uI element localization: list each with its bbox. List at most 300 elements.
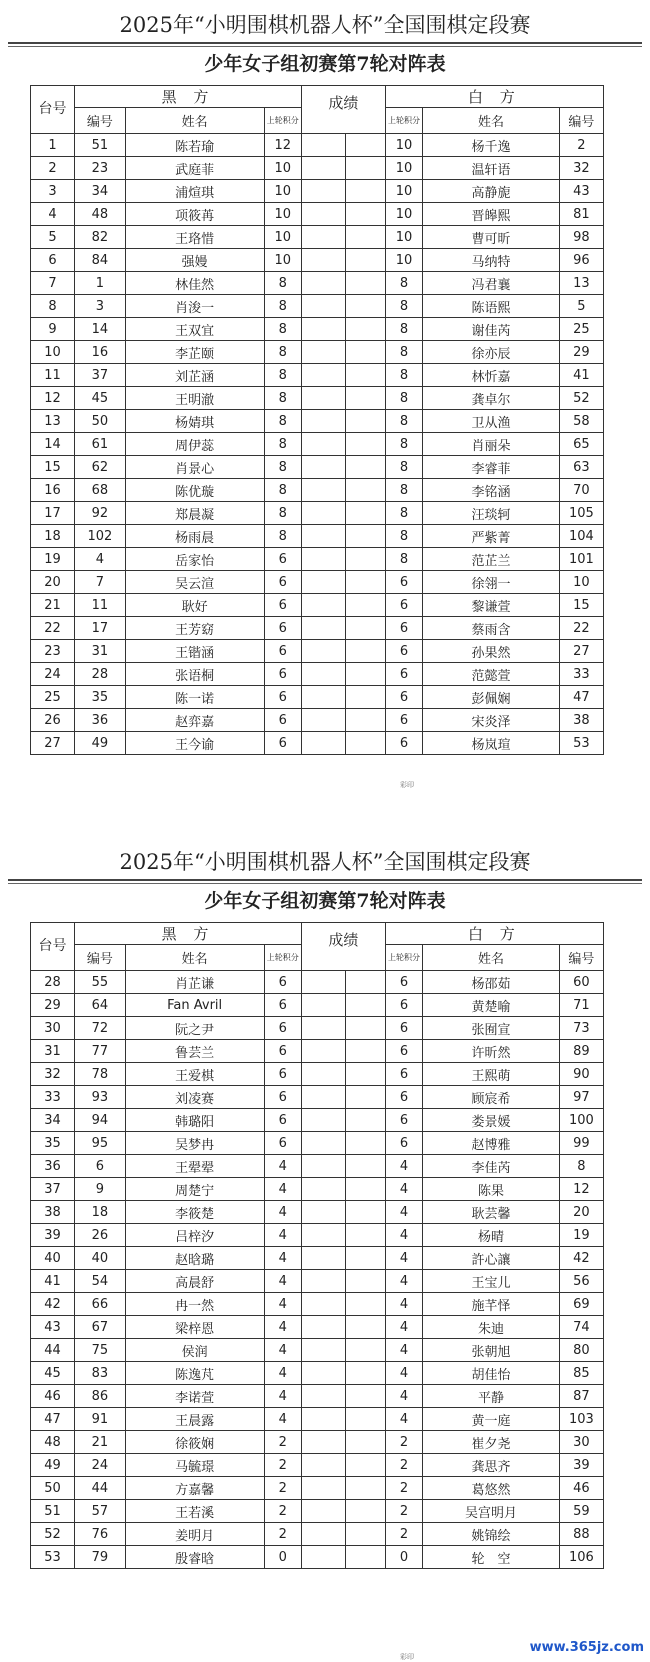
black-points: 2 — [264, 1431, 301, 1454]
white-result — [346, 1063, 386, 1086]
black-points: 4 — [264, 1385, 301, 1408]
white-name: 杨邵茹 — [423, 971, 560, 994]
black-points: 8 — [264, 479, 301, 502]
header-result: 成绩 — [302, 86, 386, 134]
board-number: 19 — [31, 548, 75, 571]
black-result — [302, 1178, 346, 1201]
black-id: 93 — [75, 1086, 126, 1109]
black-id: 57 — [75, 1500, 126, 1523]
sheet-title: 2025年“小明围棋机器人杯”全国围棋定段赛 — [119, 850, 531, 874]
black-name: 殷睿晗 — [125, 1546, 264, 1569]
white-points: 8 — [385, 456, 422, 479]
white-result — [346, 1086, 386, 1109]
black-id: 6 — [75, 1155, 126, 1178]
black-points: 10 — [264, 226, 301, 249]
header-row — [31, 86, 604, 108]
white-name: 汪琰轲 — [423, 502, 560, 525]
header-table-no: 台号 — [31, 86, 75, 134]
black-name: 王珞惜 — [125, 226, 264, 249]
white-id: 20 — [559, 1201, 603, 1224]
white-name: 龚卓尔 — [423, 387, 560, 410]
black-points: 4 — [264, 1224, 301, 1247]
black-result — [302, 1086, 346, 1109]
board-number: 40 — [31, 1247, 75, 1270]
white-id: 43 — [559, 180, 603, 203]
table-row — [31, 971, 604, 994]
header-white-name: 姓名 — [423, 108, 560, 134]
white-points: 10 — [385, 249, 422, 272]
white-id: 63 — [559, 456, 603, 479]
white-name: 崔夕尧 — [423, 1431, 560, 1454]
black-result — [302, 1362, 346, 1385]
table-row — [31, 1063, 604, 1086]
white-id: 103 — [559, 1408, 603, 1431]
black-points: 6 — [264, 709, 301, 732]
white-result — [346, 479, 386, 502]
black-result — [302, 1040, 346, 1063]
white-points: 2 — [385, 1477, 422, 1500]
white-id: 98 — [559, 226, 603, 249]
white-result — [346, 1431, 386, 1454]
table-row — [31, 1385, 604, 1408]
board-number: 17 — [31, 502, 75, 525]
board-number: 43 — [31, 1316, 75, 1339]
black-points: 4 — [264, 1178, 301, 1201]
table-row — [31, 272, 604, 295]
header-white-prev-points: 上轮积分 — [385, 108, 422, 134]
black-id: 45 — [75, 387, 126, 410]
white-id: 80 — [559, 1339, 603, 1362]
table-row — [31, 548, 604, 571]
black-id: 67 — [75, 1316, 126, 1339]
table-row — [31, 433, 604, 456]
black-points: 8 — [264, 318, 301, 341]
white-name: 许昕然 — [423, 1040, 560, 1063]
white-id: 74 — [559, 1316, 603, 1339]
table-row — [31, 525, 604, 548]
white-points: 6 — [385, 640, 422, 663]
white-name: 晋皞熙 — [423, 203, 560, 226]
white-name: 李佳芮 — [423, 1155, 560, 1178]
black-id: 9 — [75, 1178, 126, 1201]
black-result — [302, 249, 346, 272]
black-points: 6 — [264, 663, 301, 686]
black-result — [302, 617, 346, 640]
black-points: 4 — [264, 1270, 301, 1293]
white-points: 10 — [385, 134, 422, 157]
board-number: 3 — [31, 180, 75, 203]
white-id: 100 — [559, 1109, 603, 1132]
white-points: 4 — [385, 1270, 422, 1293]
white-result — [346, 571, 386, 594]
white-result — [346, 1109, 386, 1132]
white-name: 李睿菲 — [423, 456, 560, 479]
white-id: 59 — [559, 1500, 603, 1523]
white-points: 6 — [385, 686, 422, 709]
table-row — [31, 994, 604, 1017]
black-result — [302, 640, 346, 663]
black-name: 梁梓恩 — [125, 1316, 264, 1339]
header-white-id: 编号 — [559, 108, 603, 134]
black-name: 王若溪 — [125, 1500, 264, 1523]
white-id: 38 — [559, 709, 603, 732]
title-rule-thin — [8, 46, 642, 47]
white-result — [346, 364, 386, 387]
header-white: 白 方 — [385, 923, 603, 945]
stamp-fragment: 彩印 — [400, 781, 414, 789]
white-result — [346, 1316, 386, 1339]
white-id: 8 — [559, 1155, 603, 1178]
black-name: 张语桐 — [125, 663, 264, 686]
black-points: 6 — [264, 994, 301, 1017]
black-points: 12 — [264, 134, 301, 157]
black-name: 王双宜 — [125, 318, 264, 341]
white-id: 87 — [559, 1385, 603, 1408]
board-number: 33 — [31, 1086, 75, 1109]
black-name: 吴云渲 — [125, 571, 264, 594]
header-white-name: 姓名 — [423, 945, 560, 971]
white-result — [346, 548, 386, 571]
black-id: 54 — [75, 1270, 126, 1293]
white-result — [346, 594, 386, 617]
white-id: 27 — [559, 640, 603, 663]
white-result — [346, 157, 386, 180]
white-result — [346, 433, 386, 456]
black-result — [302, 1109, 346, 1132]
white-result — [346, 456, 386, 479]
header-black-name: 姓名 — [125, 108, 264, 134]
black-name: 韩璐阳 — [125, 1109, 264, 1132]
white-name: 吴宫明月 — [423, 1500, 560, 1523]
black-points: 4 — [264, 1316, 301, 1339]
header-black-id: 编号 — [75, 945, 126, 971]
black-name: 王晨露 — [125, 1408, 264, 1431]
black-result — [302, 1247, 346, 1270]
white-points: 4 — [385, 1408, 422, 1431]
black-points: 4 — [264, 1408, 301, 1431]
black-result — [302, 1155, 346, 1178]
white-name: 谢佳芮 — [423, 318, 560, 341]
board-number: 52 — [31, 1523, 75, 1546]
black-points: 6 — [264, 1132, 301, 1155]
black-result — [302, 1270, 346, 1293]
white-points: 8 — [385, 479, 422, 502]
white-points: 8 — [385, 341, 422, 364]
black-result — [302, 1201, 346, 1224]
white-points: 0 — [385, 1546, 422, 1569]
black-result — [302, 295, 346, 318]
white-points: 4 — [385, 1155, 422, 1178]
board-number: 11 — [31, 364, 75, 387]
white-points: 8 — [385, 295, 422, 318]
white-result — [346, 318, 386, 341]
black-points: 10 — [264, 249, 301, 272]
black-id: 64 — [75, 994, 126, 1017]
white-id: 65 — [559, 433, 603, 456]
white-result — [346, 686, 386, 709]
white-name: 孙果然 — [423, 640, 560, 663]
board-number: 41 — [31, 1270, 75, 1293]
white-name: 轮 空 — [423, 1546, 560, 1569]
white-id: 99 — [559, 1132, 603, 1155]
white-result — [346, 1178, 386, 1201]
white-result — [346, 1385, 386, 1408]
table-row — [31, 157, 604, 180]
white-name: 曹可昕 — [423, 226, 560, 249]
pairings-table — [30, 922, 604, 1569]
white-name: 耿芸馨 — [423, 1201, 560, 1224]
white-points: 4 — [385, 1362, 422, 1385]
board-number: 27 — [31, 732, 75, 755]
black-points: 8 — [264, 364, 301, 387]
sheet-subtitle: 少年女子组初赛第7轮对阵表 — [204, 53, 446, 75]
table-row — [31, 341, 604, 364]
board-number: 31 — [31, 1040, 75, 1063]
table-row — [31, 410, 604, 433]
board-number: 50 — [31, 1477, 75, 1500]
black-id: 79 — [75, 1546, 126, 1569]
white-id: 32 — [559, 157, 603, 180]
black-name: 吴梦冉 — [125, 1132, 264, 1155]
white-points: 6 — [385, 709, 422, 732]
white-points: 6 — [385, 1040, 422, 1063]
black-name: 王今谕 — [125, 732, 264, 755]
white-id: 33 — [559, 663, 603, 686]
table-row — [31, 318, 604, 341]
white-points: 8 — [385, 410, 422, 433]
black-points: 6 — [264, 571, 301, 594]
white-name: 王宝儿 — [423, 1270, 560, 1293]
black-points: 0 — [264, 1546, 301, 1569]
black-id: 51 — [75, 134, 126, 157]
white-points: 10 — [385, 203, 422, 226]
black-name: 高晨舒 — [125, 1270, 264, 1293]
table-row — [31, 617, 604, 640]
pairings-table — [30, 85, 604, 755]
white-points: 6 — [385, 617, 422, 640]
black-points: 2 — [264, 1523, 301, 1546]
black-result — [302, 479, 346, 502]
black-name: 周楚宁 — [125, 1178, 264, 1201]
board-number: 20 — [31, 571, 75, 594]
white-result — [346, 1132, 386, 1155]
black-id: 83 — [75, 1362, 126, 1385]
white-result — [346, 341, 386, 364]
white-points: 10 — [385, 180, 422, 203]
white-id: 58 — [559, 410, 603, 433]
white-result — [346, 1224, 386, 1247]
black-result — [302, 971, 346, 994]
board-number: 28 — [31, 971, 75, 994]
black-name: 侯润 — [125, 1339, 264, 1362]
white-result — [346, 295, 386, 318]
black-name: 刘芷涵 — [125, 364, 264, 387]
black-id: 50 — [75, 410, 126, 433]
black-result — [302, 548, 346, 571]
table-row — [31, 1546, 604, 1569]
black-result — [302, 1017, 346, 1040]
table-row — [31, 387, 604, 410]
stamp-fragment: 彩印 — [400, 1653, 414, 1661]
black-name: 吕梓汐 — [125, 1224, 264, 1247]
board-number: 29 — [31, 994, 75, 1017]
table-row — [31, 1178, 604, 1201]
black-id: 35 — [75, 686, 126, 709]
white-points: 6 — [385, 1109, 422, 1132]
white-name: 赵博雅 — [423, 1132, 560, 1155]
board-number: 51 — [31, 1500, 75, 1523]
black-id: 68 — [75, 479, 126, 502]
white-id: 41 — [559, 364, 603, 387]
black-name: 阮之尹 — [125, 1017, 264, 1040]
black-points: 10 — [264, 203, 301, 226]
black-points: 2 — [264, 1454, 301, 1477]
table-row — [31, 295, 604, 318]
black-id: 1 — [75, 272, 126, 295]
white-name: 温轩语 — [423, 157, 560, 180]
black-points: 6 — [264, 686, 301, 709]
white-name: 黄一庭 — [423, 1408, 560, 1431]
black-result — [302, 686, 346, 709]
black-name: 肖芷谦 — [125, 971, 264, 994]
white-result — [346, 1546, 386, 1569]
black-points: 6 — [264, 971, 301, 994]
white-result — [346, 502, 386, 525]
white-name: 陈果 — [423, 1178, 560, 1201]
black-points: 8 — [264, 387, 301, 410]
black-id: 7 — [75, 571, 126, 594]
black-points: 4 — [264, 1362, 301, 1385]
white-points: 2 — [385, 1454, 422, 1477]
white-id: 25 — [559, 318, 603, 341]
board-number: 35 — [31, 1132, 75, 1155]
white-name: 顾宸希 — [423, 1086, 560, 1109]
black-name: 李芷颐 — [125, 341, 264, 364]
white-id: 22 — [559, 617, 603, 640]
white-result — [346, 1362, 386, 1385]
black-result — [302, 1500, 346, 1523]
black-name: 肖浚一 — [125, 295, 264, 318]
white-points: 6 — [385, 1086, 422, 1109]
header-white-prev-points: 上轮积分 — [385, 945, 422, 971]
white-result — [346, 1293, 386, 1316]
white-name: 范芷兰 — [423, 548, 560, 571]
white-result — [346, 1454, 386, 1477]
black-id: 62 — [75, 456, 126, 479]
table-row — [31, 502, 604, 525]
white-name: 葛悠然 — [423, 1477, 560, 1500]
black-id: 4 — [75, 548, 126, 571]
title-rule — [8, 42, 642, 44]
black-points: 4 — [264, 1293, 301, 1316]
white-name: 彭佩娴 — [423, 686, 560, 709]
black-result — [302, 1339, 346, 1362]
white-result — [346, 732, 386, 755]
white-result — [346, 1017, 386, 1040]
header-row — [31, 923, 604, 945]
black-id: 61 — [75, 433, 126, 456]
black-points: 8 — [264, 502, 301, 525]
black-points: 6 — [264, 1040, 301, 1063]
board-number: 38 — [31, 1201, 75, 1224]
table-row — [31, 1132, 604, 1155]
black-name: 鲁芸兰 — [125, 1040, 264, 1063]
black-id: 37 — [75, 364, 126, 387]
white-id: 53 — [559, 732, 603, 755]
black-points: 4 — [264, 1201, 301, 1224]
header-black-name: 姓名 — [125, 945, 264, 971]
black-result — [302, 1523, 346, 1546]
header-black: 黑 方 — [75, 86, 302, 108]
black-name: 郑晨凝 — [125, 502, 264, 525]
board-number: 36 — [31, 1155, 75, 1178]
black-name: 陈一诺 — [125, 686, 264, 709]
white-id: 12 — [559, 1178, 603, 1201]
white-result — [346, 272, 386, 295]
black-id: 48 — [75, 203, 126, 226]
black-name: 李筱楚 — [125, 1201, 264, 1224]
board-number: 2 — [31, 157, 75, 180]
white-name: 許心讓 — [423, 1247, 560, 1270]
black-result — [302, 456, 346, 479]
white-points: 10 — [385, 226, 422, 249]
black-result — [302, 157, 346, 180]
black-result — [302, 180, 346, 203]
white-result — [346, 1247, 386, 1270]
white-result — [346, 249, 386, 272]
white-points: 4 — [385, 1247, 422, 1270]
white-id: 5 — [559, 295, 603, 318]
white-name: 黎谦萱 — [423, 594, 560, 617]
table-row — [31, 456, 604, 479]
table-row — [31, 1523, 604, 1546]
white-id: 30 — [559, 1431, 603, 1454]
black-id: 24 — [75, 1454, 126, 1477]
white-result — [346, 640, 386, 663]
white-id: 13 — [559, 272, 603, 295]
white-result — [346, 525, 386, 548]
black-points: 4 — [264, 1339, 301, 1362]
black-result — [302, 203, 346, 226]
black-result — [302, 387, 346, 410]
white-name: 张朝旭 — [423, 1339, 560, 1362]
black-id: 102 — [75, 525, 126, 548]
black-points: 6 — [264, 594, 301, 617]
black-result — [302, 571, 346, 594]
white-result — [346, 134, 386, 157]
black-points: 8 — [264, 295, 301, 318]
board-number: 23 — [31, 640, 75, 663]
table-row — [31, 364, 604, 387]
white-result — [346, 1040, 386, 1063]
black-name: 陈若瑜 — [125, 134, 264, 157]
black-id: 91 — [75, 1408, 126, 1431]
white-result — [346, 226, 386, 249]
black-name: 肖景心 — [125, 456, 264, 479]
black-points: 6 — [264, 732, 301, 755]
black-id: 94 — [75, 1109, 126, 1132]
board-number: 39 — [31, 1224, 75, 1247]
title-rule — [8, 879, 642, 881]
black-points: 6 — [264, 1063, 301, 1086]
header-white: 白 方 — [385, 86, 603, 108]
white-points: 8 — [385, 525, 422, 548]
white-points: 8 — [385, 502, 422, 525]
board-number: 9 — [31, 318, 75, 341]
header-table-no: 台号 — [31, 923, 75, 971]
white-name: 黄楚喻 — [423, 994, 560, 1017]
white-id: 97 — [559, 1086, 603, 1109]
